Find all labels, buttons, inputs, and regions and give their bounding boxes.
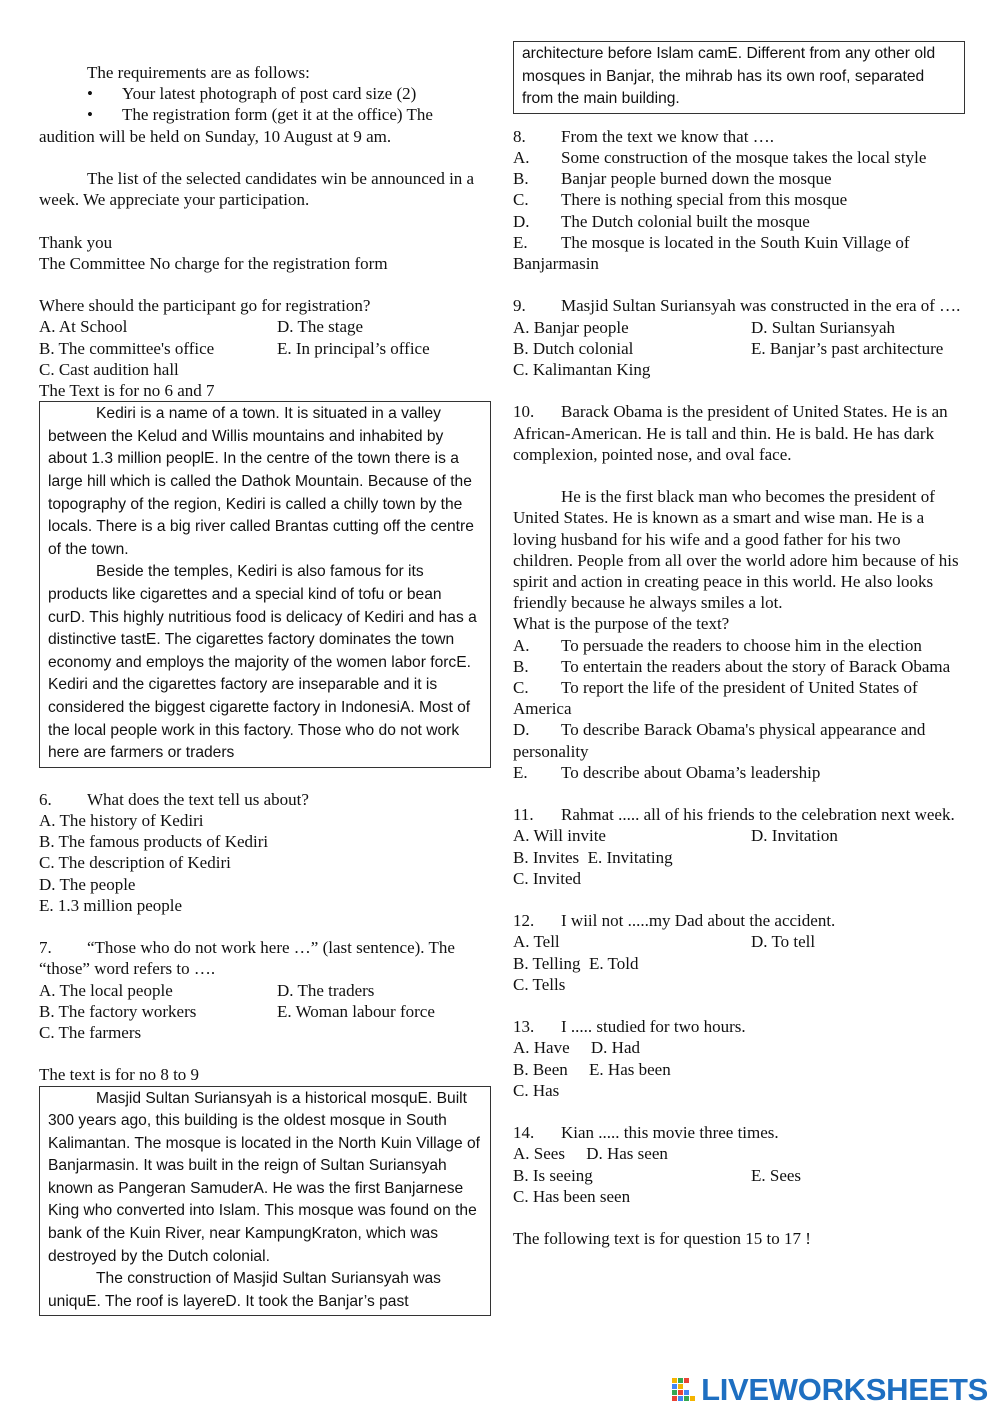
- option: C. There is nothing special from this mosque: [513, 190, 848, 210]
- option: C. Has been seen: [513, 1186, 631, 1206]
- options-row: [513, 847, 963, 868]
- option: D. To tell: [751, 932, 816, 952]
- question-12: 12. I wiil not .....my Dad about the accident.: [513, 911, 836, 931]
- option: A. Have: [513, 1038, 570, 1058]
- closing: Thank you: [39, 232, 113, 252]
- question-9: 9. Masjid Sultan Suriansyah was constructed in the era of ….: [513, 296, 961, 316]
- option: B. Been: [513, 1059, 568, 1079]
- option: E. Told: [588, 953, 639, 973]
- option: E. Sees: [751, 1165, 802, 1185]
- option: E. The mosque is located in the South Kuin Village of Banjarmasin: [513, 232, 910, 273]
- option: A. At School: [39, 317, 128, 337]
- option: A. The history of Kediri: [39, 810, 204, 830]
- option: C. Tells: [513, 974, 566, 994]
- liveworksheets-logo: [672, 1373, 988, 1407]
- question-7: 7. “Those who do not work here …” (last sentence). The “those” word refers to ….: [39, 938, 455, 979]
- option: E. In principal’s office: [277, 338, 430, 358]
- requirement-item: • The registration form (get it at the office) The audition will be held on Sunday, 10 August at 9 am.: [39, 105, 433, 146]
- options-row: [513, 338, 963, 359]
- option: E. Has been: [589, 1059, 671, 1079]
- option: B. Dutch colonial: [513, 338, 634, 358]
- option: C. Invited: [513, 868, 581, 888]
- option: B. Telling: [513, 953, 581, 973]
- question-14: 14. Kian ..... this movie three times.: [513, 1123, 779, 1143]
- reading-passage-mosque-continued: [513, 41, 965, 114]
- question-13: 13. I ..... studied for two hours.: [513, 1017, 746, 1037]
- requirement-item: • Your latest photograph of post card size (2): [87, 84, 417, 104]
- question-5: Where should the participant go for registration?: [39, 296, 371, 316]
- following-text-note: The following text is for question 15 to 17 !: [513, 1229, 811, 1249]
- options-row: [513, 1037, 963, 1058]
- reading-passage-kediri: [39, 401, 491, 768]
- text-label: The Text is for no 6 and 7: [39, 381, 215, 400]
- option: B. The committee's office: [39, 338, 215, 358]
- announcement: The list of the selected candidates win be announced in a week. We appreciate your participation.: [39, 169, 475, 210]
- liveworksheets-logo-text: LIVEWORKSHEETS: [701, 1372, 988, 1407]
- option: D. The traders: [277, 980, 375, 1000]
- option: A. Tell: [513, 932, 560, 952]
- option: E. Invitating: [587, 847, 673, 867]
- question-6: 6. What does the text tell us about?: [39, 789, 309, 809]
- signature: The Committee No charge for the registration form: [39, 253, 388, 273]
- option: E. Banjar’s past architecture: [751, 338, 944, 358]
- passage-paragraph: Beside the temples, Kediri is also famous for its products like cigarettes and a special kind of tofu or bean curD. This highly nutritious food is delicacy of Kediri and has a distinctive tastE. The cigarettes factory dominates the town economy and employs the majority of the women labor forcE. Kediri and the cigarettes factory are inseparable and it is considered the biggest cigarette factory in IndonesiA. Most of the local people work in this factory. Those who do not work here are farmers or traders: [48, 563, 477, 762]
- option: E. To describe about Obama’s leadership: [513, 762, 821, 782]
- option: E. Woman labour force: [277, 1001, 435, 1021]
- text-label: The text is for no 8 to 9: [39, 1065, 200, 1085]
- option: E. 1.3 million people: [39, 895, 183, 915]
- option: B. The famous products of Kediri: [39, 832, 269, 852]
- options-row: [513, 953, 963, 974]
- options-row: [513, 1165, 963, 1186]
- option: A. To persuade the readers to choose him in the election: [513, 635, 922, 655]
- options-row: [39, 316, 491, 337]
- options-row: [513, 317, 963, 338]
- option: A. Banjar people: [513, 317, 629, 337]
- option: D. Had: [590, 1038, 641, 1058]
- option: B. Is seeing: [513, 1165, 593, 1185]
- passage-paragraph: Kediri is a name of a town. It is situated in a valley between the Kelud and Willis mountains and inhabited by about 1.3 million peoplE. In the centre of the town there is a large hill which is called the Dathok Mountain. Because of the topography of the region, Kediri is called a chilly town by the locals. There is a big river called Brantas cutting off the centre of the town.: [48, 405, 474, 558]
- option: D. Has seen: [586, 1144, 668, 1164]
- requirements-heading: The requirements are as follows:: [87, 63, 310, 82]
- question-8: 8. From the text we know that ….: [513, 126, 774, 146]
- question-10-paragraph: He is the first black man who becomes the president of United States. He is known as a smart and wise man. He is a loving husband for his wife and a good father for his two children. People from all over the world adore him because of his spirit and action in creating peace in this world. He also looks friendly because he always smiles a lot.: [513, 487, 959, 613]
- reading-passage-mosque: [39, 1086, 491, 1317]
- right-column: [513, 41, 963, 1249]
- left-column: [39, 62, 491, 1316]
- option: D. Invitation: [751, 826, 838, 846]
- option: D. Sultan Suriansyah: [751, 317, 896, 337]
- option: A. The local people: [39, 980, 173, 1000]
- option: C. Cast audition hall: [39, 359, 179, 379]
- option: C. Kalimantan King: [513, 360, 651, 379]
- option: C. To report the life of the president of United States of America: [513, 678, 918, 719]
- options-row: [513, 1059, 963, 1080]
- liveworksheets-logo-icon: [672, 1376, 698, 1404]
- option: D. The stage: [277, 317, 364, 337]
- question-10-text: 10. Barack Obama is the president of United States. He is an African-American. He is tall and thin. He is bald. He has dark complexion, pointed nose, and oval face.: [513, 402, 948, 464]
- passage-paragraph: architecture before Islam camE. Different from any other old mosques in Banjar, the mihrab has its own roof, separated from the main building.: [522, 45, 936, 108]
- option: B. Invites: [513, 847, 580, 867]
- option: B. To entertain the readers about the story of Barack Obama: [513, 656, 951, 676]
- option: C. The farmers: [39, 1022, 142, 1042]
- options-row: [513, 931, 963, 952]
- options-row: [513, 825, 963, 846]
- option: D. The Dutch colonial built the mosque: [513, 211, 810, 231]
- option: C. Has: [513, 1080, 560, 1100]
- options-row: [513, 1143, 963, 1164]
- options-row: [39, 980, 491, 1001]
- option: D. To describe Barack Obama's physical appearance and personality: [513, 720, 926, 761]
- option: C. The description of Kediri: [39, 853, 231, 873]
- option: A. Some construction of the mosque takes the local style: [513, 147, 927, 167]
- option: B. The factory workers: [39, 1001, 197, 1021]
- passage-paragraph: Masjid Sultan Suriansyah is a historical mosquE. Built 300 years ago, this building is the oldest mosque in South Kalimantan. The mosque is located in the North Kuin Village of Banjarmasin. It was built in the reign of Sultan Suriansyah known as Pangeran SamuderA. He was the first Banjarnese King who converted into Islam. This mosque was found on the bank of the Kuin River, near KampungKraton, which was destroyed by the Dutch colonial.: [48, 1089, 480, 1265]
- passage-paragraph: The construction of Masjid Sultan Suriansyah was uniquE. The roof is layereD. It took the Banjar’s past: [48, 1270, 441, 1310]
- option: A. Sees: [513, 1144, 565, 1164]
- option: B. Banjar people burned down the mosque: [513, 169, 832, 189]
- option: A. Will invite: [513, 826, 606, 846]
- question-10: What is the purpose of the text?: [513, 614, 730, 634]
- options-row: [39, 338, 491, 359]
- question-11: 11. Rahmat ..... all of his friends to the celebration next week.: [513, 805, 955, 825]
- options-row: [39, 1001, 491, 1022]
- option: D. The people: [39, 874, 136, 894]
